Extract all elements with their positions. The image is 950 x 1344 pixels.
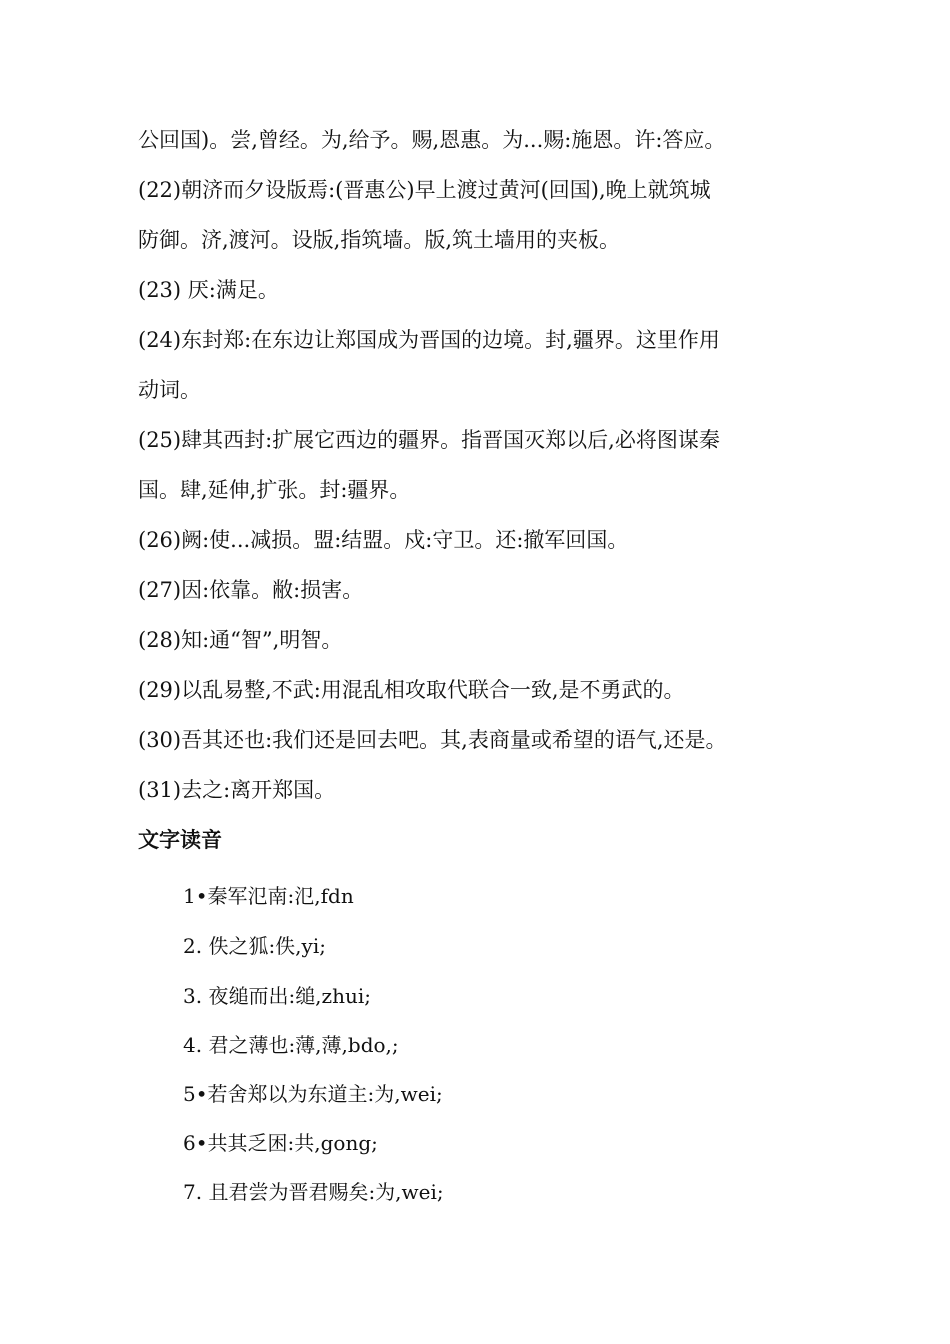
note-line: (31)去之:离开郑国。 xyxy=(138,778,336,802)
note-line: (29)以乱易整,不武:用混乱相攻取代联合一致,是不勇武的。 xyxy=(138,678,685,702)
pronunciation-item: 4. 君之薄也:薄,薄,bdo,; xyxy=(183,1033,399,1057)
note-line: (23) 厌:满足。 xyxy=(138,278,279,302)
pronunciation-item: 7. 且君尝为晋君赐矣:为,wei; xyxy=(183,1180,444,1204)
note-line: (25)肆其西封:扩展它西边的疆界。指晋国灭郑以后,必将图谋秦 xyxy=(138,428,720,452)
note-line: 防御。济,渡河。设版,指筑墙。版,筑土墙用的夹板。 xyxy=(138,228,621,252)
note-line: (30)吾其还也:我们还是回去吧。其,表商量或希望的语气,还是。 xyxy=(138,728,727,752)
note-line: (26)阙:使...减损。盟:结盟。戍:守卫。还:撤军回国。 xyxy=(138,528,629,552)
note-line: (28)知:通“智”,明智。 xyxy=(138,628,343,652)
note-line: 国。肆,延伸,扩张。封:疆界。 xyxy=(138,478,411,502)
pronunciation-item: 3. 夜缒而出:缒,zhui; xyxy=(183,984,371,1008)
note-line: (24)东封郑:在东边让郑国成为晋国的边境。封,疆界。这里作用 xyxy=(138,328,720,352)
pronunciation-item: 1•秦军氾南:氾,fdn xyxy=(183,884,354,908)
pronunciation-item: 6•共其乏困:共,gong; xyxy=(183,1131,378,1155)
note-line: 动词。 xyxy=(138,378,201,402)
section-heading: 文字读音 xyxy=(138,828,222,852)
note-line: 公回国)。尝,曾经。为,给予。赐,恩惠。为...赐:施恩。许:答应。 xyxy=(138,128,726,152)
pronunciation-item: 5•若舍郑以为东道主:为,wei; xyxy=(183,1082,443,1106)
note-line: (27)因:依靠。敝:损害。 xyxy=(138,578,364,602)
note-line: (22)朝济而夕设版焉:(晋惠公)早上渡过黄河(回国),晚上就筑城 xyxy=(138,178,711,202)
pronunciation-item: 2. 佚之狐:佚,yi; xyxy=(183,934,326,958)
